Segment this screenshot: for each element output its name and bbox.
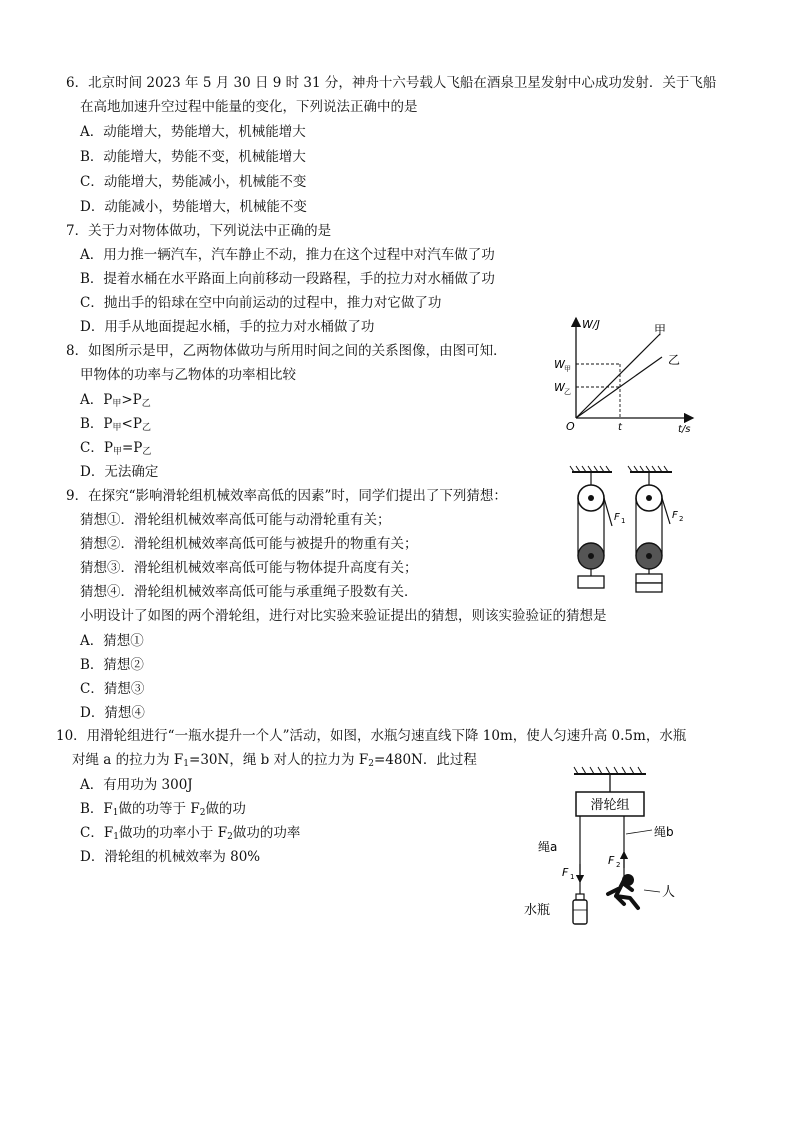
line-jia — [576, 334, 660, 418]
f1-label: F — [562, 866, 569, 879]
q7-option-c: C．抛出手的铅球在空中向前运动的过程中，推力对它做了功 — [80, 295, 442, 311]
ceiling — [574, 767, 646, 774]
q9-option-d: D．猜想④ — [80, 705, 145, 721]
q8-option-b: B．$P_甲<P_乙$ — [80, 416, 151, 433]
q8-stem-line1: 8．如图所示是甲，乙两物体做功与所用时间之间的关系图像，由图可知． — [66, 343, 507, 359]
line-jia-label: 甲 — [654, 323, 667, 337]
q7-option-a: A．用力推一辆汽车，汽车静止不动，推力在这个过程中对汽车做了功 — [80, 247, 495, 263]
q8-stem-line2: 甲物体的功率与乙物体的功率相比较 — [80, 367, 296, 383]
q9-guess-1: 猜想①．滑轮组机械效率高低可能与动滑轮重有关； — [80, 512, 391, 528]
q8-option-a: A．$P_甲>P_乙$ — [80, 392, 151, 409]
q7-option-b: B．提着水桶在水平路面上向前移动一段路程，手的拉力对水桶做了功 — [80, 271, 495, 287]
f1-sub: 1 — [570, 873, 575, 881]
rope-a-label: 绳a — [538, 840, 558, 854]
origin-label: O — [566, 420, 575, 433]
q10-option-d: D．滑轮组的机械效率为 80% — [80, 849, 261, 865]
q9-stem-line2: 小明设计了如图的两个滑轮组，进行对比实验来验证提出的猜想，则该实验验证的猜想是 — [80, 608, 607, 624]
q9-guess-2: 猜想②．滑轮组机械效率高低可能与被提升的物重有关； — [80, 536, 418, 552]
water-bottle — [573, 894, 587, 924]
q10-option-b: B．$F_1$做的功等于 $F_2$做的功 — [80, 801, 246, 818]
right-force-sub: 2 — [679, 515, 684, 523]
q7-stem: 7．关于力对物体做功，下列说法中正确的是 — [66, 223, 332, 239]
pulley-system-right — [636, 472, 683, 592]
line-yi — [576, 357, 662, 418]
ceiling-right — [628, 466, 672, 472]
q8-option-d: D．无法确定 — [80, 464, 159, 480]
work-time-graph — [548, 312, 708, 437]
q10-stem-line2: 对绳 a 的拉力为 $F_1=30N$，绳 b 对人的拉力为 $F_2=480N$．此过程 — [72, 752, 477, 769]
bottle-lifts-person-figure — [520, 764, 700, 930]
person-figure — [608, 874, 638, 908]
right-force-label: F — [672, 510, 678, 521]
left-force-sub: 1 — [621, 517, 626, 525]
q6-option-b: B．动能增大，势能不变，机械能增大 — [80, 149, 306, 165]
q7-option-d: D．用手从地面提起水桶，手的拉力对水桶做了功 — [80, 319, 375, 335]
y-axis-label: W/J — [582, 318, 600, 331]
q6-stem-line2: 在高地加速升空过程中能量的变化，下列说法正确中的是 — [80, 99, 418, 115]
t-tick-label: t — [618, 422, 622, 433]
q9-option-b: B．猜想② — [80, 657, 144, 673]
q6-option-c: C．动能增大，势能减小，机械能不变 — [80, 174, 307, 190]
left-force-label: F — [614, 512, 620, 523]
pulley-block-label: 滑轮组 — [590, 798, 630, 813]
q6-stem-line1: 6．北京时间 2023 年 5 月 30 日 9 时 31 分，神舟十六号载人飞船在酒泉卫星发射中心成功发射．关于飞船 — [66, 75, 717, 91]
w-yi-label: W — [554, 381, 565, 394]
q9-option-c: C．猜想③ — [80, 681, 145, 697]
ceiling-left — [570, 466, 612, 472]
pulley-system-left — [578, 472, 625, 588]
q10-stem-line1: 10．用滑轮组进行“一瓶水提升一个人”活动，如图，水瓶匀速直线下降 10m，使人匀速升高 0.5m，水瓶 — [56, 728, 687, 744]
pulley-systems-figure — [560, 464, 700, 596]
w-yi-sub: 乙 — [564, 388, 571, 396]
x-axis-label: t/s — [678, 424, 691, 435]
q10-option-c: C．$F_1$做功的功率小于 $F_2$做功的功率 — [80, 825, 301, 842]
w-jia-sub: 甲 — [564, 365, 571, 373]
line-yi-label: 乙 — [668, 353, 681, 367]
q8-option-c: C．$P_甲=P_乙$ — [80, 440, 152, 457]
w-jia-label: W — [554, 358, 565, 371]
q9-stem: 9．在探究“影响滑轮组机械效率高低的因素”时，同学们提出了下列猜想： — [66, 488, 507, 504]
q9-guess-3: 猜想③．滑轮组机械效率高低可能与物体提升高度有关； — [80, 560, 418, 576]
f2-label: F — [608, 854, 615, 867]
f2-sub: 2 — [616, 861, 621, 869]
q6-option-a: A．动能增大，势能增大，机械能增大 — [80, 124, 306, 140]
q6-option-d: D．动能减小，势能增大，机械能不变 — [80, 199, 307, 215]
q9-option-a: A．猜想① — [80, 633, 144, 649]
bottle-label: 水瓶 — [524, 903, 551, 918]
q10-option-a: A．有用功为 300J — [80, 777, 193, 793]
rope-b-label: 绳b — [654, 825, 674, 839]
person-label: 人 — [662, 885, 676, 900]
q9-guess-4: 猜想④．滑轮组机械效率高低可能与承重绳子股数有关． — [80, 584, 418, 600]
